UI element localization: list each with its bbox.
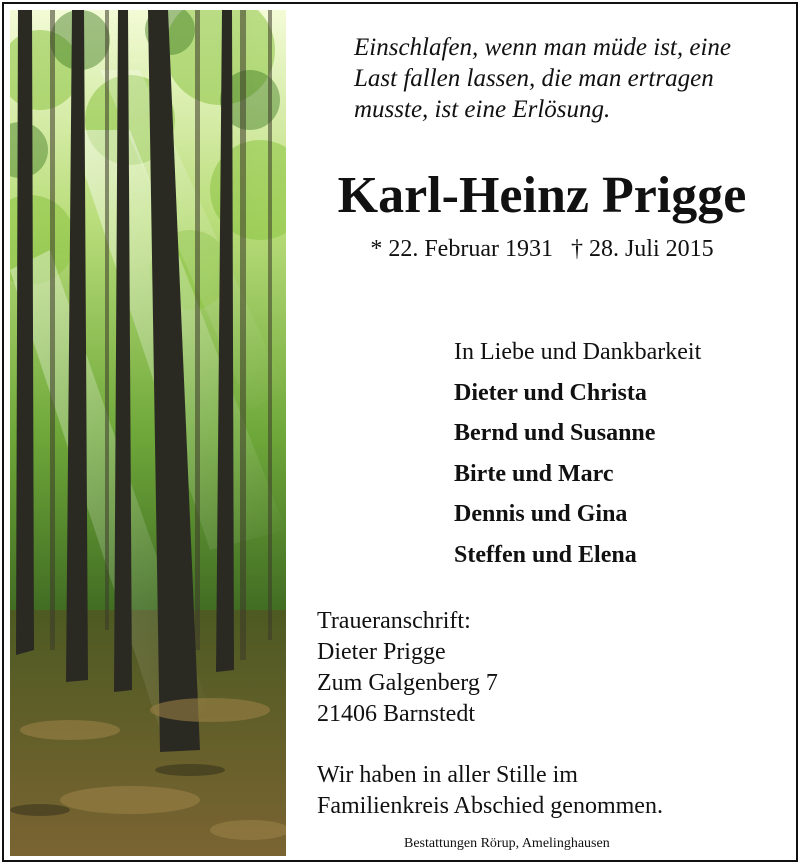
mourners-intro: In Liebe und Dankbarkeit	[454, 339, 702, 365]
mourner-name: Dennis und Gina	[454, 501, 628, 528]
life-dates	[304, 236, 780, 263]
mourner-name: Bernd und Susanne	[454, 420, 656, 447]
quote-line: Einschlafen, wenn man müde ist, eine	[354, 34, 732, 61]
obituary-notice	[2, 2, 798, 862]
quote	[354, 32, 784, 125]
address-line: Dieter Prigge	[317, 639, 446, 665]
address-line: Zum Galgenberg 7	[317, 670, 498, 696]
farewell-line: Familienkreis Abschied genommen.	[317, 793, 663, 819]
mourner-name: Birte und Marc	[454, 460, 614, 487]
address-line: 21406 Barnstedt	[317, 701, 475, 727]
forest-illustration	[10, 10, 286, 856]
deceased-name: Karl-Heinz Prigge	[337, 167, 747, 224]
farewell-line: Wir haben in aller Stille im	[317, 762, 578, 788]
quote-line: Last fallen lassen, die man ertragen	[354, 65, 714, 92]
death-date: † 28. Juli 2015	[570, 236, 714, 262]
birth-date: * 22. Februar 1931	[370, 236, 553, 262]
quote-line: musste, ist eine Erlösung.	[354, 96, 611, 123]
farewell-text	[317, 760, 663, 822]
undertaker-credit: Bestattungen Rörup, Amelinghausen	[404, 836, 610, 851]
mourning-address	[317, 606, 498, 730]
forest-image	[10, 10, 286, 856]
address-heading: Traueranschrift:	[317, 608, 471, 634]
mourners-list	[454, 332, 701, 576]
mourner-name: Dieter und Christa	[454, 379, 647, 406]
mourner-name: Steffen und Elena	[454, 541, 637, 568]
